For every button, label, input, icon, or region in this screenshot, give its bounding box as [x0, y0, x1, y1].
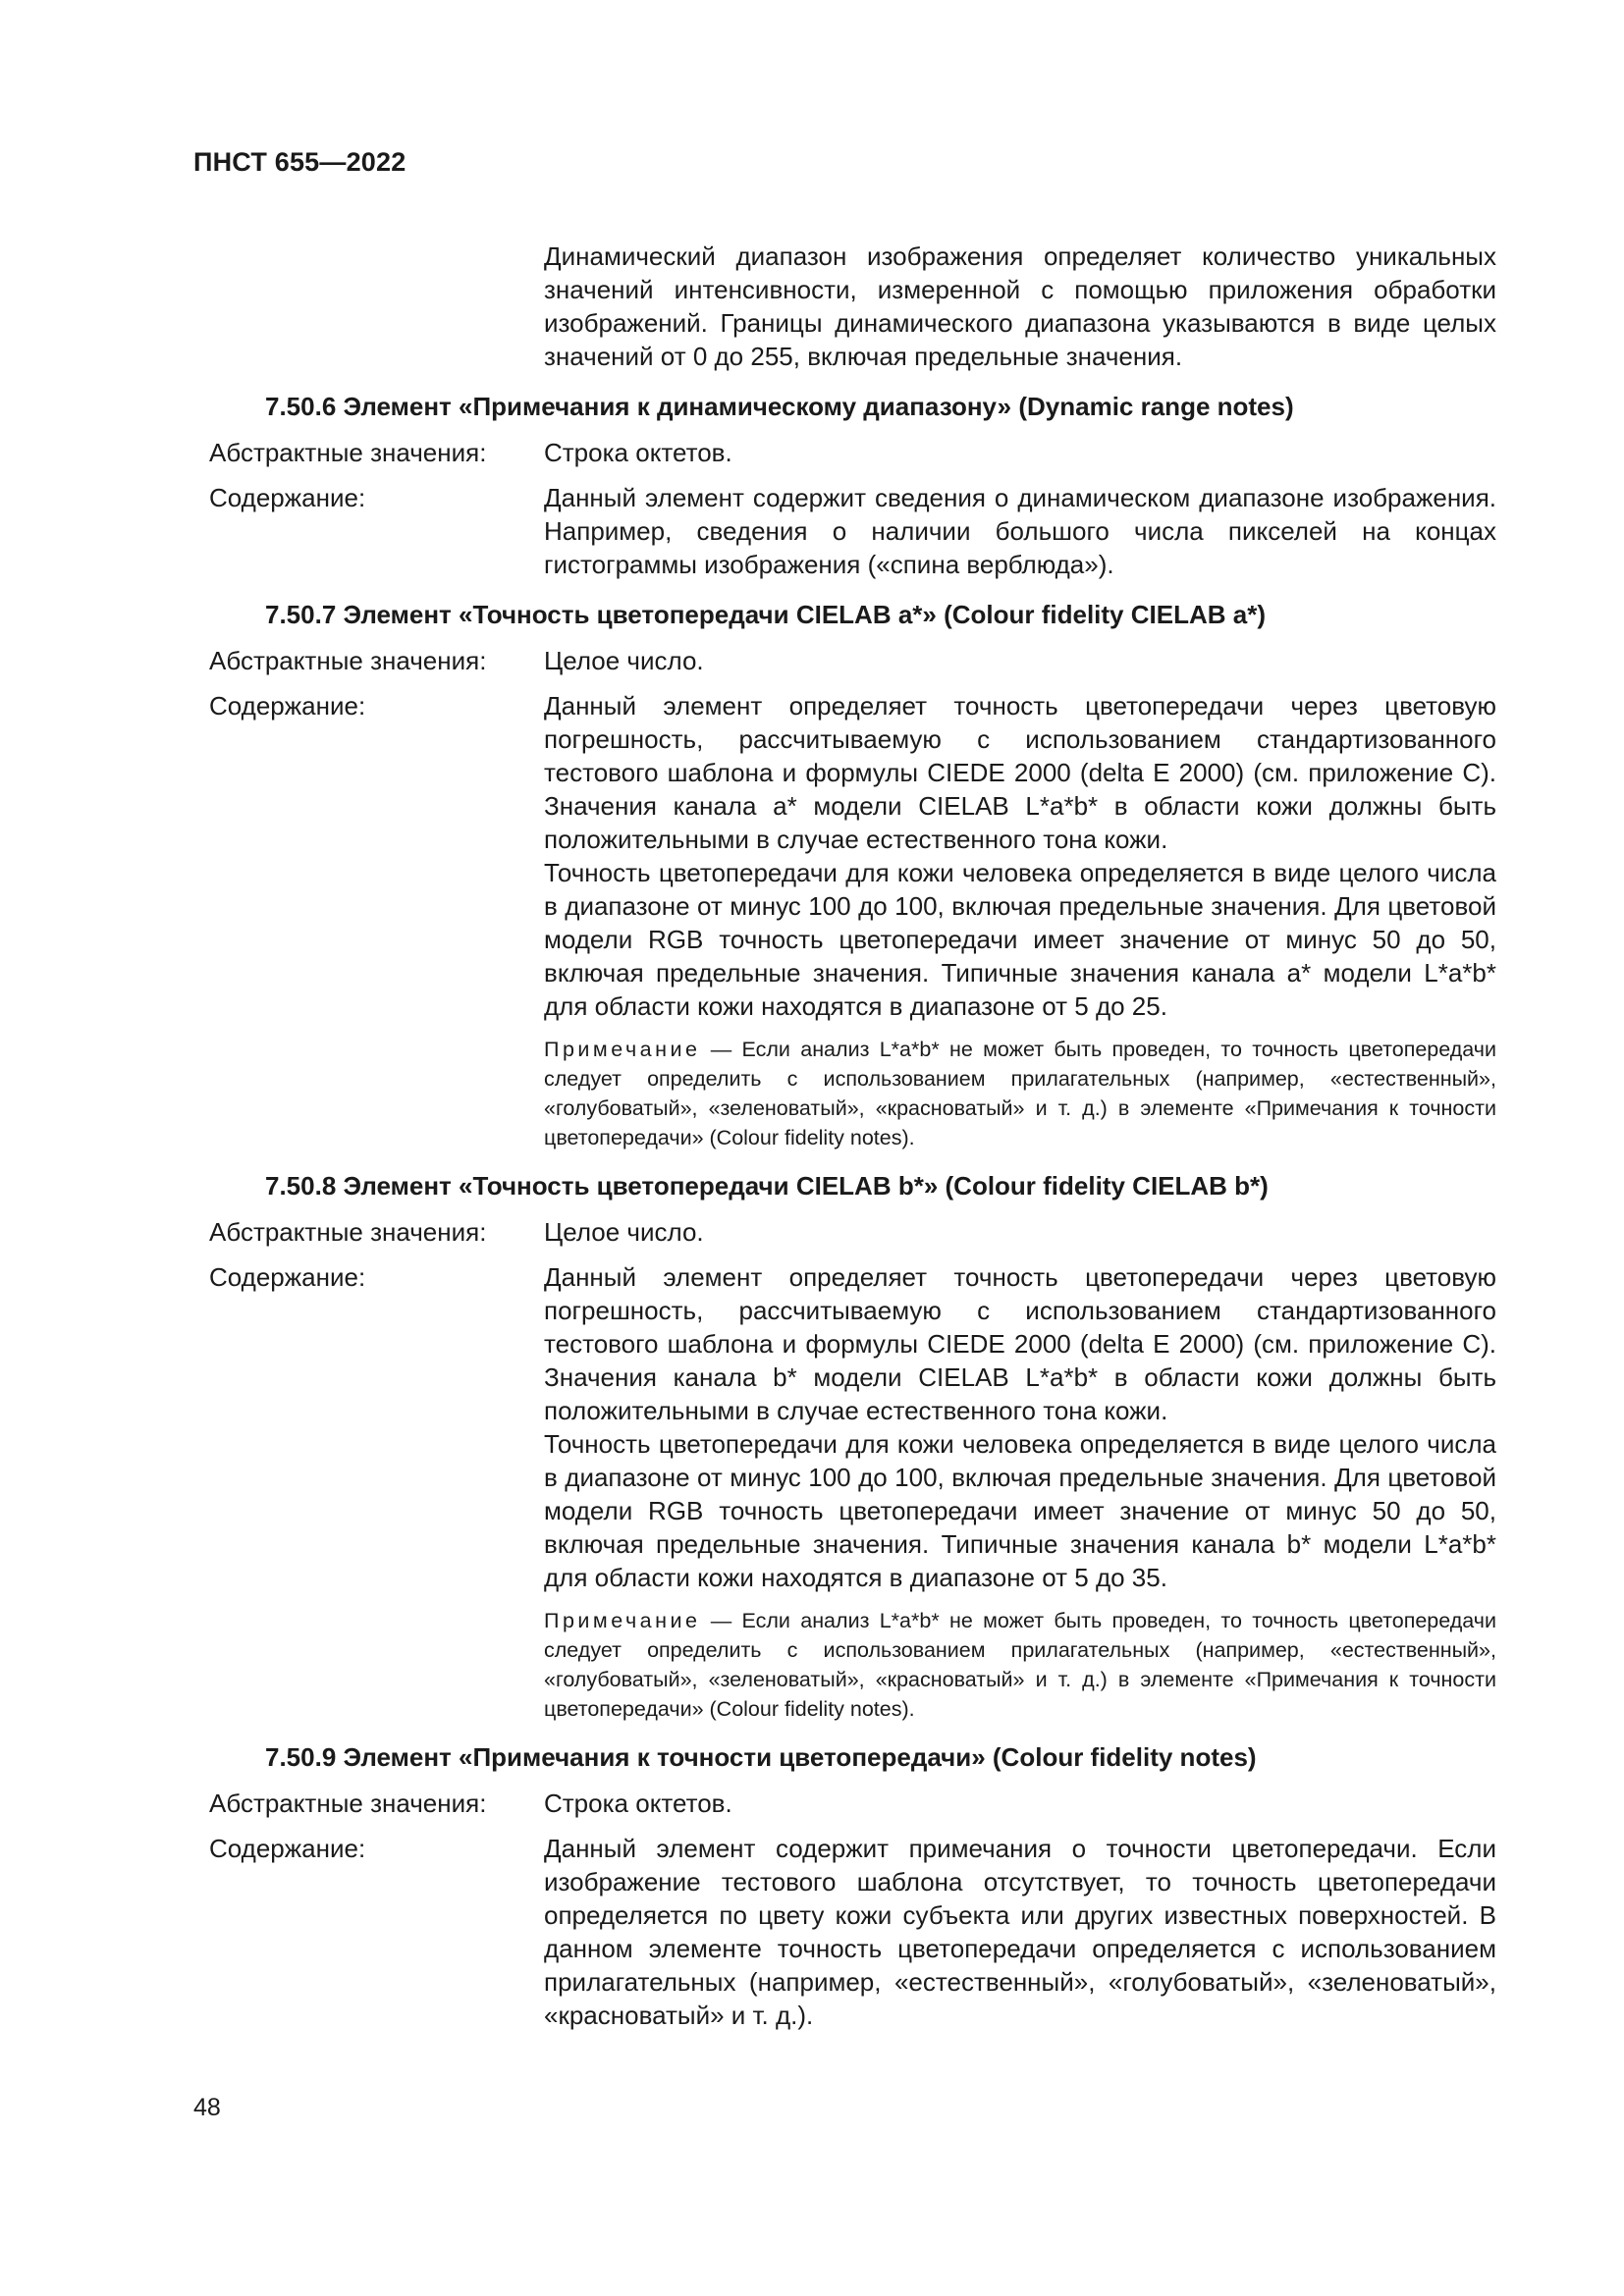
- section-heading: 7.50.8 Элемент «Точность цветопередачи CIELAB b*» (Colour fidelity CIELAB b*): [265, 1171, 1269, 1201]
- abstract-label: Абстрактные значения:: [209, 646, 487, 675]
- abstract-label: Абстрактные значения:: [209, 1217, 487, 1247]
- content-paragraph: Данный элемент определяет точность цветопередачи через цветовую погрешность, рассчитываемую с использованием стандартизованного тестового шаблона и формулы CIEDE 2000 (delta E 2000) (см. приложение С). Значения канала b* модели CIELAB L*a*b* в области кожи должны быть положительными в случае естественного тона кожи.: [544, 1262, 1496, 1425]
- content-paragraph: Точность цветопередачи для кожи человека определяется в виде целого числа в диапазоне от минус 100 до 100, включая предельные значения. Для цветовой модели RGB точность цветопередачи имеет значение от минус 50 до 50, включая предельные значения. Типичные значения канала b* модели L*a*b* для области кожи находятся в диапазоне от 5 до 35.: [544, 1429, 1496, 1592]
- content-paragraph: Данный элемент определяет точность цветопередачи через цветовую погрешность, рассчитываемую с использованием стандартизованного тестового шаблона и формулы CIEDE 2000 (delta E 2000) (см. приложение С). Значения канала a* модели CIELAB L*a*b* в области кожи должны быть положительными в случае естественного тона кожи.: [544, 691, 1496, 854]
- abstract-label: Абстрактные значения:: [209, 438, 487, 467]
- page-content: [0, 240, 1624, 2044]
- content-label: Содержание:: [209, 691, 366, 721]
- note-label: Примечание: [544, 1038, 701, 1061]
- section-heading: 7.50.6 Элемент «Примечания к динамическому диапазону» (Dynamic range notes): [265, 392, 1294, 421]
- note-text: — Если анализ L*a*b* не может быть проведен, то точность цветопередачи следует определить с использованием прилагательных (например, «естественный», «голубоватый», «зеленоватый», «красноватый» и т. д.) в элементе «Примечания к точности цветопередачи» (Colour fidelity notes).: [544, 1038, 1496, 1149]
- content-row: [0, 481, 1624, 581]
- section-heading: 7.50.9 Элемент «Примечания к точности цветопередачи» (Colour fidelity notes): [265, 1742, 1257, 1772]
- content-value: [544, 1832, 1496, 2032]
- content-paragraph: Точность цветопередачи для кожи человека определяется в виде целого числа в диапазоне от минус 100 до 100, включая предельные значения. Для цветовой модели RGB точность цветопередачи имеет значение от минус 50 до 50, включая предельные значения. Типичные значения канала a* модели L*a*b* для области кожи находятся в диапазоне от 5 до 25.: [544, 858, 1496, 1021]
- content-value: [544, 481, 1496, 581]
- section-heading: 7.50.7 Элемент «Точность цветопередачи CIELAB a*» (Colour fidelity CIELAB a*): [265, 600, 1266, 629]
- content-label: Содержание:: [209, 1834, 366, 1863]
- abstract-row: [0, 644, 1624, 677]
- note: [544, 1035, 1496, 1152]
- abstract-row: [0, 1787, 1624, 1820]
- intro-paragraph: Динамический диапазон изображения определяет количество уникальных значений интенсивности, измеренной с помощью приложения обработки изображений. Границы динамического диапазона указываются в виде целых значений от 0 до 255, включая предельные значения.: [544, 241, 1496, 371]
- abstract-value: Строка октетов.: [544, 438, 732, 467]
- content-paragraph: Данный элемент содержит сведения о динамическом диапазоне изображения. Например, сведения о наличии большого числа пикселей на концах гистограммы изображения («спина верблюда»).: [544, 483, 1496, 579]
- note-text: — Если анализ L*a*b* не может быть проведен, то точность цветопередачи следует определить с использованием прилагательных (например, «естественный», «голубоватый», «зеленоватый», «красноватый» и т. д.) в элементе «Примечания к точности цветопередачи» (Colour fidelity notes).: [544, 1609, 1496, 1721]
- note-label: Примечание: [544, 1609, 701, 1632]
- page-number: 48: [193, 2094, 221, 2121]
- abstract-value: Целое число.: [544, 1217, 704, 1247]
- content-row: [0, 689, 1624, 1023]
- content-label: Содержание:: [209, 483, 366, 512]
- content-row: [0, 1260, 1624, 1594]
- abstract-value: Целое число.: [544, 646, 704, 675]
- abstract-label: Абстрактные значения:: [209, 1789, 487, 1818]
- content-paragraph: Данный элемент содержит примечания о точности цветопередачи. Если изображение тестового шаблона отсутствует, то точность цветопередачи определяется по цвету кожи субъекта или других известных поверхностей. В данном элементе точность цветопередачи определяется с использованием прилагательных (например, «естественный», «голубоватый», «зеленоватый», «красноватый» и т. д.).: [544, 1834, 1496, 2030]
- content-row: [0, 1832, 1624, 2032]
- content-value: [544, 689, 1496, 1023]
- abstract-row: [0, 436, 1624, 469]
- abstract-row: [0, 1215, 1624, 1249]
- abstract-value: Строка октетов.: [544, 1789, 732, 1818]
- note: [544, 1606, 1496, 1724]
- document-code: ПНСТ 655—2022: [193, 147, 406, 177]
- content-value: [544, 1260, 1496, 1594]
- content-label: Содержание:: [209, 1262, 366, 1292]
